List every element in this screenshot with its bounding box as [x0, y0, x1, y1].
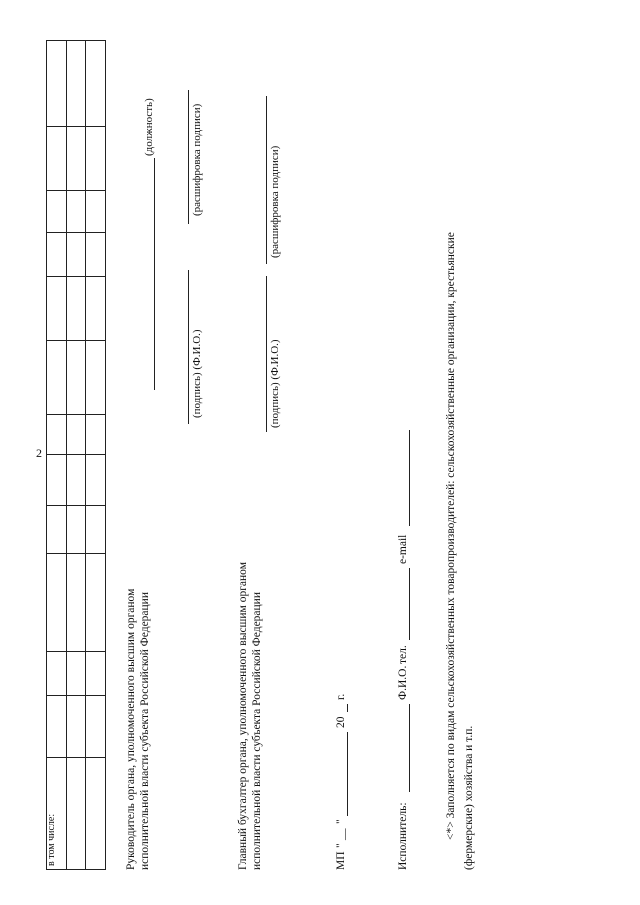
head-position-line	[154, 158, 155, 390]
accountant-decode-caption: (расшифровка подписи)	[269, 145, 281, 258]
head-decode-caption: (расшифровка подписи)	[191, 103, 203, 216]
stamp-quote-open: "	[335, 843, 347, 848]
table-cell	[66, 190, 86, 232]
executor-email: e-mail	[397, 534, 409, 564]
footnote-line1: <*> Заполняется по видам сельскохозяйственных товаропроизводителей: сельскохозяйственные организации, крестьянские	[445, 232, 457, 840]
table-cell	[47, 126, 67, 190]
table-row	[47, 41, 67, 870]
table-cell	[66, 758, 86, 870]
head-signature-line	[188, 270, 189, 424]
table-cell	[47, 41, 67, 127]
table-cell	[66, 652, 86, 696]
table-cell	[66, 340, 86, 414]
executor-fio: Ф.И.О.	[397, 665, 409, 700]
accountant-title-line1: Главный бухгалтер органа, уполномоченного высшим органом	[237, 562, 249, 870]
stamp-quote-close: "	[335, 819, 347, 824]
stamp-year-suffix: г.	[335, 693, 347, 700]
rotated-page-content	[0, 30, 620, 870]
table-cell	[86, 126, 106, 190]
stamp-year-line	[347, 704, 348, 712]
table-cell	[47, 276, 67, 340]
table-cell	[47, 232, 67, 276]
accountant-title-line2: исполнительной власти субъекта Российской Федерации	[251, 592, 263, 870]
table-cell	[86, 276, 106, 340]
table-cell	[47, 696, 67, 758]
table-cell	[47, 652, 67, 696]
table-cell-label: в том числе:	[47, 758, 67, 870]
table-cell	[66, 276, 86, 340]
table-cell	[86, 340, 106, 414]
table-cell	[86, 41, 106, 127]
head-sign-caption: (подпись) (Ф.И.О.)	[191, 329, 203, 418]
table-cell	[86, 758, 106, 870]
data-table	[46, 40, 106, 870]
table-cell	[47, 414, 67, 454]
table-cell	[66, 126, 86, 190]
table-cell	[86, 454, 106, 506]
table-cell	[86, 190, 106, 232]
head-title-line1: Руководитель органа, уполномоченного высшим органом	[125, 588, 137, 870]
executor-tel: тел.	[397, 645, 409, 664]
table-cell	[66, 232, 86, 276]
table-cell	[47, 506, 67, 554]
table-cell	[66, 414, 86, 454]
accountant-signature-line	[266, 276, 267, 432]
head-decode-line	[188, 90, 189, 224]
table-cell	[86, 652, 106, 696]
table-row	[66, 41, 86, 870]
table-cell	[86, 554, 106, 652]
table-cell	[66, 554, 86, 652]
executor-email-line	[409, 430, 410, 526]
table-cell	[66, 454, 86, 506]
table-cell	[66, 696, 86, 758]
page-number: 2	[36, 446, 42, 460]
head-position-caption: (должность)	[143, 98, 155, 156]
table-cell	[47, 554, 67, 652]
accountant-sign-caption: (подпись) (Ф.И.О.)	[269, 339, 281, 428]
stamp-month-line	[347, 732, 348, 816]
table-cell	[86, 506, 106, 554]
accountant-decode-line	[266, 96, 267, 264]
table-cell	[66, 41, 86, 127]
table-row	[86, 41, 106, 870]
stamp-day-blank: __	[335, 828, 347, 840]
footnote-line2: (фермерские) хозяйства и т.п.	[463, 725, 475, 870]
executor-phone-line	[409, 568, 410, 640]
table-cell	[86, 696, 106, 758]
table-cell	[47, 454, 67, 506]
table-cell	[47, 340, 67, 414]
table-cell	[86, 414, 106, 454]
executor-name-line	[409, 704, 410, 792]
executor-label: Исполнитель:	[397, 802, 409, 870]
head-title-line2: исполнительной власти субъекта Российской Федерации	[139, 592, 151, 870]
stamp-mp: МП	[335, 851, 347, 870]
table-cell	[86, 232, 106, 276]
table-cell	[47, 190, 67, 232]
stamp-year-prefix: 20	[335, 716, 347, 728]
table-cell	[66, 506, 86, 554]
